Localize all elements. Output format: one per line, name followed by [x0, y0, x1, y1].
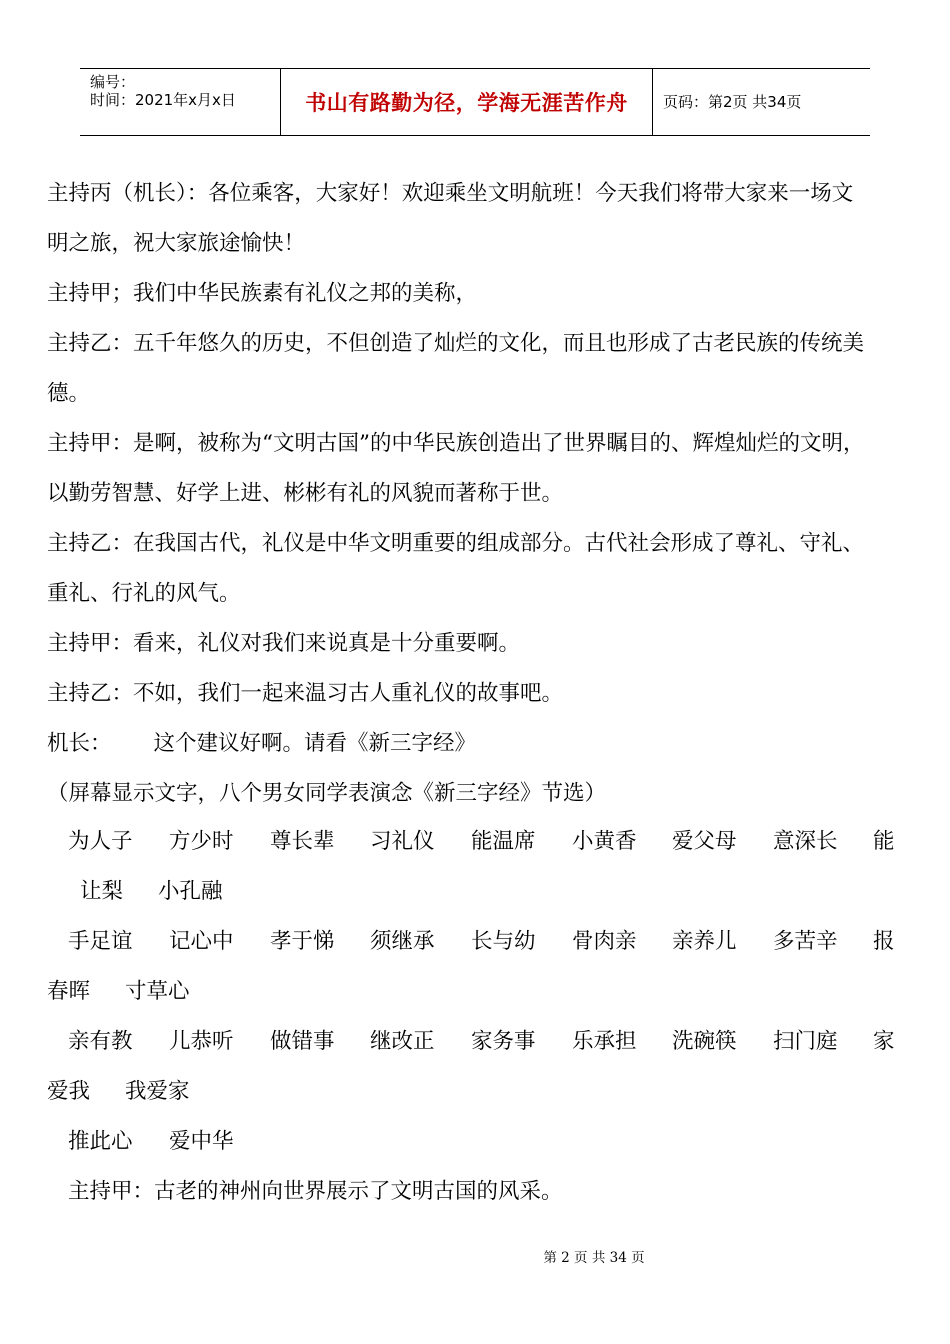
- page-info: 页码：第2页 共34页: [663, 93, 802, 111]
- recite-phrase: 须继承: [370, 929, 435, 954]
- document-header: [80, 68, 870, 136]
- speaker-text: 这个建议好啊。请看《新三字经》: [153, 731, 477, 756]
- recite-phrase: 报: [873, 929, 895, 954]
- recite-phrase: 爱中华: [169, 1129, 234, 1154]
- paragraph-line: （屏幕显示文字，八个男女同学表演念《新三字经》节选）: [47, 781, 607, 806]
- recite-phrase: 长与幼: [471, 929, 536, 954]
- recite-phrase: 多苦辛: [773, 929, 838, 954]
- paragraph-line: 主持丙（机长）：各位乘客，大家好！欢迎乘坐文明航班！今天我们将带大家来一场文: [47, 181, 854, 206]
- header-motto-cell: [280, 69, 653, 135]
- recite-phrase: 爱父母: [672, 829, 737, 854]
- recite-phrase: 儿恭听: [169, 1029, 234, 1054]
- recite-phrase: 春晖: [47, 979, 91, 1004]
- recite-phrase: 能温席: [471, 829, 536, 854]
- paragraph-line: 德。: [47, 381, 91, 406]
- motto-text: 书山有路勤为径，学海无涯苦作舟: [305, 91, 628, 115]
- page-footer: 第 2 页 共 34 页: [543, 1250, 645, 1266]
- recite-phrase: 习礼仪: [370, 829, 435, 854]
- recite-phrase: 寸草心: [125, 979, 190, 1004]
- header-page-cell: [653, 69, 870, 135]
- recite-phrase: 方少时: [169, 829, 234, 854]
- paragraph-line: 明之旅，祝大家旅途愉快！: [47, 231, 306, 256]
- paragraph-line: 主持甲；我们中华民族素有礼仪之邦的美称，: [47, 281, 478, 306]
- paragraph-line: 主持甲：是啊，被称为“文明古国”的中华民族创造出了世界瞩目的、辉煌灿烂的文明，: [47, 431, 865, 456]
- paragraph-line: 主持甲：看来，礼仪对我们来说真是十分重要啊。: [47, 631, 521, 656]
- doc-number-label: 编号：: [90, 73, 136, 91]
- recite-phrase: 亲有教: [68, 1029, 133, 1054]
- recite-phrase: 扫门庭: [773, 1029, 838, 1054]
- paragraph-line: 以勤劳智慧、好学上进、彬彬有礼的风貌而著称于世。: [47, 481, 564, 506]
- recite-phrase: 洗碗筷: [672, 1029, 737, 1054]
- recite-phrase: 亲养儿: [672, 929, 737, 954]
- recite-phrase: 能: [873, 829, 895, 854]
- recite-phrase: 家: [873, 1029, 895, 1054]
- paragraph-line: 主持甲：古老的神州向世界展示了文明古国的风采。: [68, 1179, 563, 1204]
- recite-phrase: 小孔融: [158, 879, 223, 904]
- paragraph-line: 主持乙：不如，我们一起来温习古人重礼仪的故事吧。: [47, 681, 564, 706]
- paragraph-line: [47, 730, 476, 758]
- recite-phrase: 乐承担: [572, 1029, 637, 1054]
- paragraph-line: 主持乙：在我国古代，礼仪是中华文明重要的组成部分。古代社会形成了尊礼、守礼、: [47, 531, 865, 556]
- recite-phrase: 手足谊: [68, 929, 133, 954]
- recite-phrase: 家务事: [471, 1029, 536, 1054]
- recite-phrase: 意深长: [773, 829, 838, 854]
- recite-phrase: 我爱家: [125, 1079, 190, 1104]
- recite-phrase: 让梨: [80, 879, 124, 904]
- header-meta-cell: [80, 69, 280, 135]
- recite-phrase: 做错事: [270, 1029, 335, 1054]
- recite-phrase: 推此心: [68, 1129, 133, 1154]
- speaker-label: 机长：: [47, 731, 112, 756]
- recite-phrase: 爱我: [47, 1079, 91, 1104]
- recite-phrase: 孝于悌: [270, 929, 335, 954]
- doc-date-label: 时间：2021年x月x日: [90, 91, 236, 109]
- recite-phrase: 为人子: [68, 829, 133, 854]
- recite-phrase: 尊长辈: [270, 829, 335, 854]
- recite-phrase: 记心中: [169, 929, 234, 954]
- paragraph-line: 重礼、行礼的风气。: [47, 581, 241, 606]
- recite-phrase: 继改正: [370, 1029, 435, 1054]
- recite-phrase: 骨肉亲: [572, 929, 637, 954]
- recite-phrase: 小黄香: [572, 829, 637, 854]
- paragraph-line: 主持乙：五千年悠久的历史，不但创造了灿烂的文化，而且也形成了古老民族的传统美: [47, 331, 865, 356]
